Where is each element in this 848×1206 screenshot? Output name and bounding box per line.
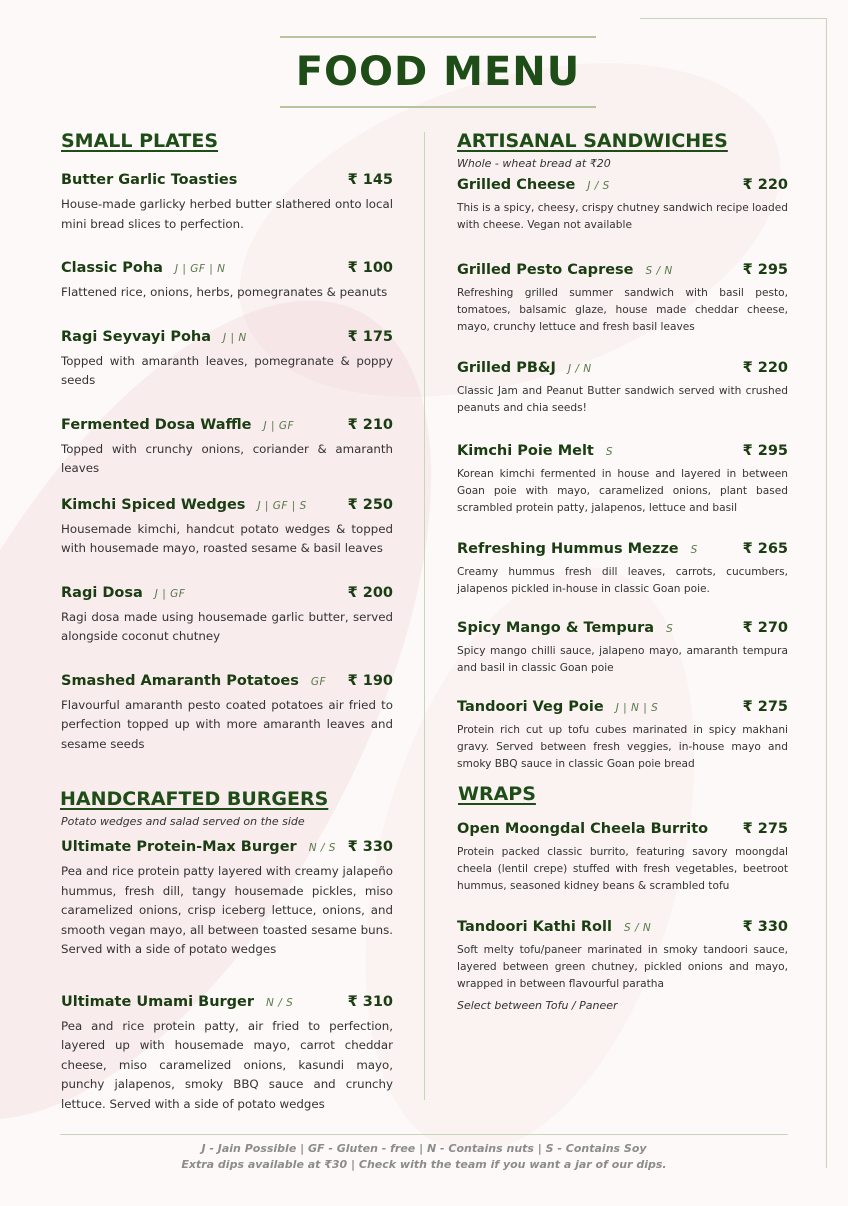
title-rule-top (280, 36, 596, 38)
menu-item-name: Butter Garlic Toasties (61, 172, 238, 188)
section-subtitle-sandwiches: Whole - wheat bread at ₹20 (457, 157, 611, 170)
menu-item-name: Grilled PB&J (457, 360, 556, 376)
menu-item-price: ₹ 295 (742, 443, 788, 459)
menu-item-description: Housemade kimchi, handcut potato wedges & topped with housemade mayo, roasted sesame & basil leaves (61, 521, 393, 555)
menu-item-dietary-tags: J | N (223, 331, 247, 344)
menu-item-description: Flattened rice, onions, herbs, pomegranates & peanuts (61, 285, 388, 299)
menu-item (61, 168, 393, 234)
menu-item-price: ₹ 330 (347, 839, 393, 855)
menu-item-description: Flavourful amaranth pesto coated potatoes air fried to perfection topped up with more amaranth leaves and sesame seeds (61, 697, 393, 751)
menu-item-dietary-tags: J | GF (263, 419, 295, 432)
menu-item (457, 695, 788, 773)
right-column (457, 126, 788, 1012)
menu-item (61, 256, 393, 303)
column-divider (424, 132, 425, 1100)
menu-item-description: Ragi dosa made using housemade garlic butter, served alongside coconut chutney (61, 609, 393, 643)
menu-item-name: Fermented Dosa Waffle (61, 416, 252, 433)
menu-item-dietary-tags: N / S (308, 842, 336, 854)
menu-item-price: ₹ 295 (742, 262, 788, 278)
menu-item-price: ₹ 220 (742, 177, 788, 193)
menu-item (61, 990, 393, 1115)
menu-item-dietary-tags: S (690, 544, 698, 556)
frame-border-right (826, 18, 827, 1168)
menu-item-description: Pea and rice protein patty layered with creamy jalapeño hummus, fresh dill, tangy housemade pickles, miso caramelized onions, crisp iceberg lettuce, onions, and smooth vegan mayo, all between toasted sesame buns. Served with a side of potato wedges (61, 864, 393, 956)
menu-item (457, 915, 788, 1012)
section-subtitle-burgers: Potato wedges and salad served on the side (61, 815, 305, 828)
menu-item-price: ₹ 270 (742, 620, 788, 636)
menu-item-name: Classic Poha (61, 260, 163, 276)
menu-item-description: Korean kimchi fermented in house and layered in between Goan poie with mayo, caramelized onions, plant based scrambled protein patty, jalapenos, lettuce and basil (457, 468, 788, 514)
menu-item-dietary-tags: J / S (587, 180, 610, 192)
menu-item-price: ₹ 100 (347, 260, 393, 276)
menu-item (457, 439, 788, 517)
section-title-small-plates: SMALL PLATES (61, 130, 219, 152)
menu-item-dietary-tags: S / N (645, 265, 673, 277)
menu-item-price: ₹ 310 (347, 993, 393, 1010)
menu-item-header (61, 493, 393, 517)
menu-item-header (457, 817, 788, 841)
menu-item-price: ₹ 275 (742, 821, 788, 837)
frame-border-top (640, 18, 827, 19)
menu-item-name: Ragi Seyvayi Poha (61, 328, 212, 345)
footer-legend (60, 1141, 788, 1173)
menu-item-header (457, 258, 788, 282)
menu-item-dietary-tags: J | GF (154, 587, 186, 600)
menu-item-price: ₹ 265 (742, 541, 788, 557)
menu-item-name: Ultimate Umami Burger (61, 993, 255, 1010)
title-rule-bottom (280, 106, 596, 108)
menu-item-dietary-tags: S / N (623, 922, 652, 934)
menu-item (61, 325, 393, 391)
menu-item-description: Topped with crunchy onions, coriander & amaranth leaves (61, 441, 393, 475)
menu-item-name: Kimchi Spiced Wedges (61, 496, 246, 513)
menu-item-header (457, 356, 788, 380)
menu-item-note: Select between Tofu / Paneer (457, 999, 618, 1012)
section-title-wraps: WRAPS (458, 783, 536, 805)
menu-item-description: House-made garlicky herbed butter slathered onto local mini bread slices to perfection. (61, 197, 393, 231)
menu-item-price: ₹ 275 (742, 699, 788, 715)
menu-item-header (457, 616, 788, 640)
menu-item-header (61, 835, 393, 859)
menu-item-price: ₹ 220 (742, 360, 788, 376)
menu-item (61, 581, 393, 647)
footer-legend-line: J - Jain Possible | GF - Gluten - free | N - Contains nuts | S - Contains Soy (201, 1142, 647, 1155)
menu-item (61, 669, 393, 755)
menu-item-description: Pea and rice protein patty, air fried to perfection, layered up with housemade mayo, carrot cheddar cheese, miso caramelized onions, kasundi mayo, punchy jalapenos, smoky BBQ sauce and crunchy lettuce. Served with a side of potato wedges (61, 1018, 393, 1111)
menu-item-dietary-tags: J | GF | S (257, 499, 307, 512)
left-column (61, 126, 393, 1114)
menu-item-price: ₹ 145 (347, 172, 393, 188)
menu-item-name: Grilled Cheese (457, 177, 576, 193)
menu-item-price: ₹ 330 (742, 919, 788, 935)
menu-item-description: Refreshing grilled summer sandwich with basil pesto, tomatoes, balsamic glaze, house made cheddar cheese, mayo, crunchy lettuce and fresh basil leaves (457, 287, 788, 333)
menu-item-dietary-tags: J | N | S (615, 702, 659, 714)
menu-title-block (280, 36, 596, 108)
menu-item-name: Smashed Amaranth Potatoes (61, 672, 299, 689)
menu-item-header (61, 168, 393, 192)
menu-item (61, 835, 393, 960)
menu-item-name: Tandoori Kathi Roll (457, 919, 612, 935)
menu-item-description: Soft melty tofu/paneer marinated in smoky tandoori sauce, layered between green chutney, pickled onions and mayo, wrapped in between flavourful paratha (457, 944, 788, 990)
menu-item-price: ₹ 250 (347, 496, 393, 513)
menu-item (61, 493, 393, 559)
section-title-burgers: HANDCRAFTED BURGERS (60, 788, 329, 810)
menu-item-price: ₹ 210 (347, 416, 393, 433)
menu-item-description: This is a spicy, cheesy, crispy chutney sandwich recipe loaded with cheese. Vegan not available (457, 202, 788, 231)
menu-item-description: Creamy hummus fresh dill leaves, carrots, cucumbers, jalapenos pickled in-house in classic Goan poie. (457, 566, 788, 595)
footer-dips-line: Extra dips available at ₹30 | Check with the team if you want a jar of our dips. (181, 1158, 667, 1171)
page-title: FOOD MENU (295, 49, 581, 95)
menu-item-price: ₹ 200 (347, 584, 393, 601)
menu-item (457, 173, 788, 234)
menu-item-name: Tandoori Veg Poie (457, 699, 604, 715)
menu-item-header (61, 581, 393, 605)
menu-item-header (61, 325, 393, 349)
menu-item-description: Spicy mango chilli sauce, jalapeno mayo, amaranth tempura and basil in classic Goan poie (457, 645, 788, 674)
menu-item-header (457, 537, 788, 561)
menu-item (457, 616, 788, 677)
menu-item (457, 258, 788, 336)
menu-item-dietary-tags: S (605, 446, 614, 458)
menu-item-price: ₹ 190 (347, 672, 393, 689)
menu-item-dietary-tags: GF (310, 675, 327, 688)
menu-item-header (61, 990, 393, 1014)
menu-item-header (457, 915, 788, 939)
menu-item-dietary-tags: S (666, 623, 674, 635)
section-title-sandwiches: ARTISANAL SANDWICHES (457, 130, 728, 152)
menu-item-dietary-tags: J | GF | N (174, 263, 226, 275)
menu-item (61, 413, 393, 479)
menu-item (457, 356, 788, 417)
menu-item-name: Ragi Dosa (61, 584, 143, 601)
menu-item-header (457, 173, 788, 197)
menu-item-header (61, 413, 393, 437)
menu-item-name: Ultimate Protein-Max Burger (61, 839, 297, 855)
menu-item-name: Spicy Mango & Tempura (457, 620, 655, 636)
menu-item-header (61, 669, 393, 693)
menu-item (457, 537, 788, 598)
menu-item-header (457, 439, 788, 463)
menu-item-description: Protein packed classic burrito, featuring savory moongdal cheela (lentil crepe) stuffed with fresh vegetables, beetroot hummus, seasoned kidney beans & scrambled tofu (457, 846, 788, 892)
menu-item-name: Grilled Pesto Caprese (457, 262, 634, 278)
menu-item-description: Topped with amaranth leaves, pomegranate & poppy seeds (61, 353, 393, 387)
menu-item-description: Classic Jam and Peanut Butter sandwich served with crushed peanuts and chia seeds! (457, 385, 788, 414)
menu-item-description: Protein rich cut up tofu cubes marinated in spicy makhani gravy. Served between fresh veggies, in-house mayo and smoky BBQ sauce in classic Goan poie bread (457, 724, 788, 770)
menu-item-name: Kimchi Poie Melt (457, 443, 594, 459)
menu-item-name: Refreshing Hummus Mezze (457, 541, 679, 557)
menu-item (457, 817, 788, 895)
footer-rule (60, 1134, 788, 1135)
menu-item-price: ₹ 175 (347, 328, 393, 345)
menu-item-name: Open Moongdal Cheela Burrito (457, 821, 709, 837)
menu-item-dietary-tags: J / N (567, 363, 592, 375)
menu-item-header (457, 695, 788, 719)
menu-item-header (61, 256, 393, 280)
menu-item-dietary-tags: N / S (266, 996, 294, 1009)
